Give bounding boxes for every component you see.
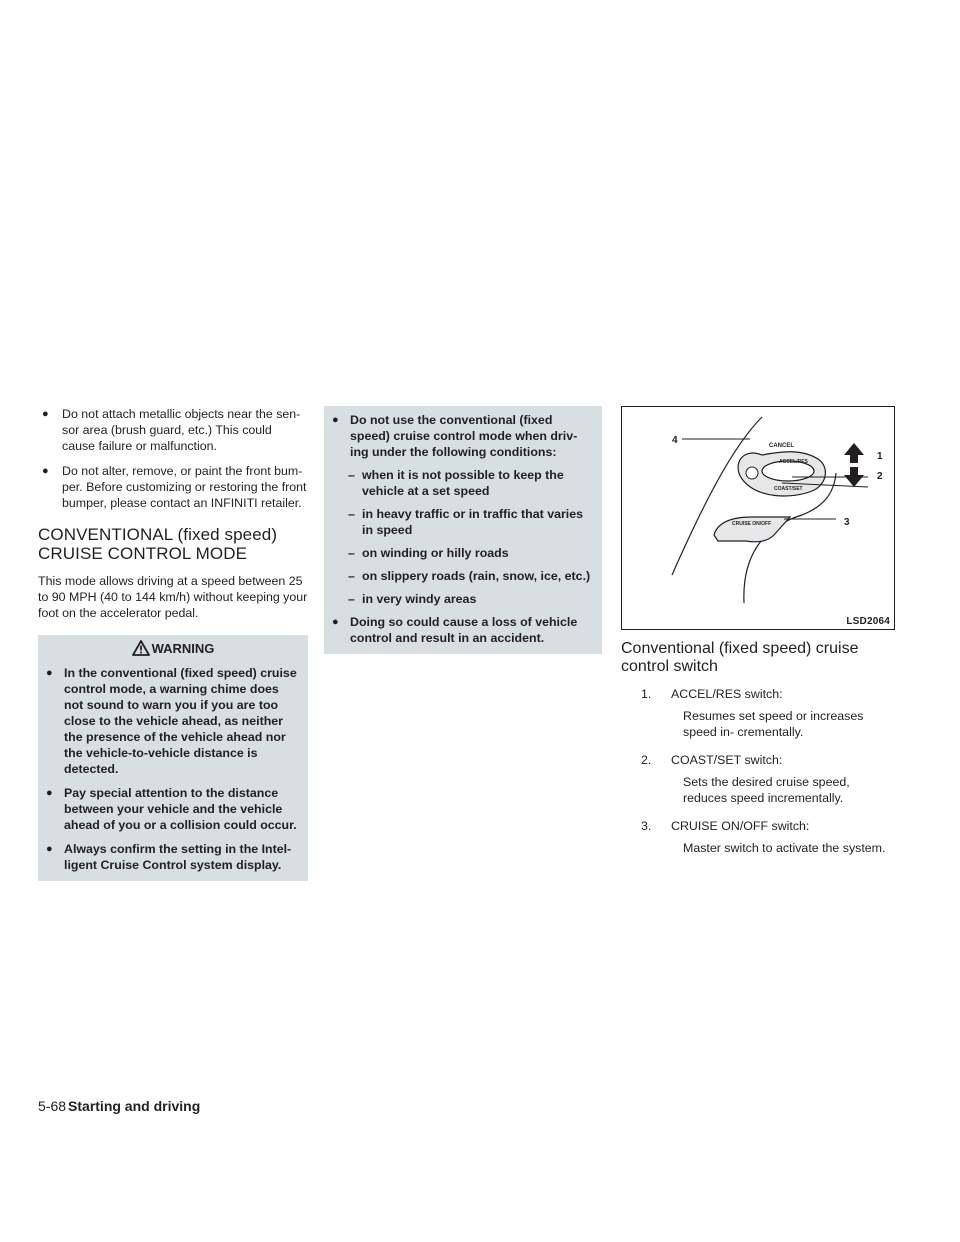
wheel-rim-line (672, 417, 762, 575)
list-item: 1. ACCEL/RES switch: (641, 687, 783, 701)
accel-label: ACCEL/RES (779, 459, 808, 465)
list-item: ● Always confirm the setting in the Intel- ligent Cruise Control system display. (46, 842, 292, 872)
callout-1: 1 (877, 451, 883, 462)
arrow-up-icon (844, 443, 864, 463)
list-item: ● Doing so could cause a loss of vehicle control and result in an accident. (332, 615, 578, 645)
list-item: ● In the conventional (fixed speed) cruise control mode, a warning chime does not sound to warn you if you are too close to the vehicle ahead, as neither the presence of the vehicle ahead nor the vehicle-to-vehicle distance is detected. (46, 666, 297, 776)
switch-description: Master switch to activate the system. (683, 841, 886, 855)
list-item: ● Do not use the conventional (fixed speed) cruise control mode when driv- ing under the following conditions: (332, 413, 578, 459)
condition-item: – on slippery roads (rain, snow, ice, etc.) (348, 569, 591, 583)
list-item: 2. COAST/SET switch: (641, 753, 783, 767)
warning-box (38, 635, 308, 881)
switch-description: Resumes set speed or increases speed in- crementally. (683, 709, 864, 739)
callout-2: 2 (877, 471, 883, 482)
condition-item: – in heavy traffic or in traffic that varies in speed (348, 507, 584, 537)
warning-continuation-box (324, 406, 602, 654)
warning-title: WARNING (46, 639, 300, 659)
section-heading: CONVENTIONAL (fixed speed) CRUISE CONTROL MODE (38, 525, 278, 563)
section-heading: Conventional (fixed speed) cruise control switch (621, 640, 859, 675)
section-title: Starting and driving (68, 1098, 201, 1114)
page-number: 5-68 (38, 1098, 67, 1114)
list-item: ● Pay special attention to the distance between your vehicle and the vehicle ahead of you or a collision could occur. (46, 786, 297, 832)
list-item: 3. CRUISE ON/OFF switch: (641, 819, 810, 833)
distance-button (746, 467, 758, 479)
middle-column (324, 406, 602, 654)
cruise-switch-illustration (621, 406, 895, 630)
steering-switch-drawing (622, 407, 894, 629)
condition-item: – when it is not possible to keep the vehicle at a set speed (348, 468, 564, 498)
switch-description: Sets the desired cruise speed, reduces speed incrementally. (683, 775, 850, 805)
condition-item: – in very windy areas (348, 592, 477, 606)
condition-item: – on winding or hilly roads (348, 546, 509, 560)
warning-icon (132, 640, 150, 656)
figure-code: LSD2064 (846, 616, 890, 627)
arrow-down-icon (844, 467, 864, 487)
callout-3: 3 (844, 517, 850, 528)
cancel-label: CANCEL (769, 443, 794, 449)
left-column (38, 406, 308, 881)
coast-label: COAST/SET (774, 486, 803, 492)
cruise-label: CRUISE ON/OFF (732, 521, 772, 527)
callout-4: 4 (672, 435, 678, 446)
list-item: ● Do not attach metallic objects near the sen- sor area (brush guard, etc.) This could cause failure or malfunction. (42, 407, 301, 453)
list-item: ● Do not alter, remove, or paint the front bum- per. Before customizing or restoring the front bumper, please contact an INFINITI retailer. (42, 464, 307, 510)
intro-paragraph: This mode allows driving at a speed between 25 to 90 MPH (40 to 144 km/h) without keeping your foot on the accelerator pedal. (38, 574, 308, 620)
page-footer (38, 1097, 200, 1115)
right-column (621, 406, 895, 868)
